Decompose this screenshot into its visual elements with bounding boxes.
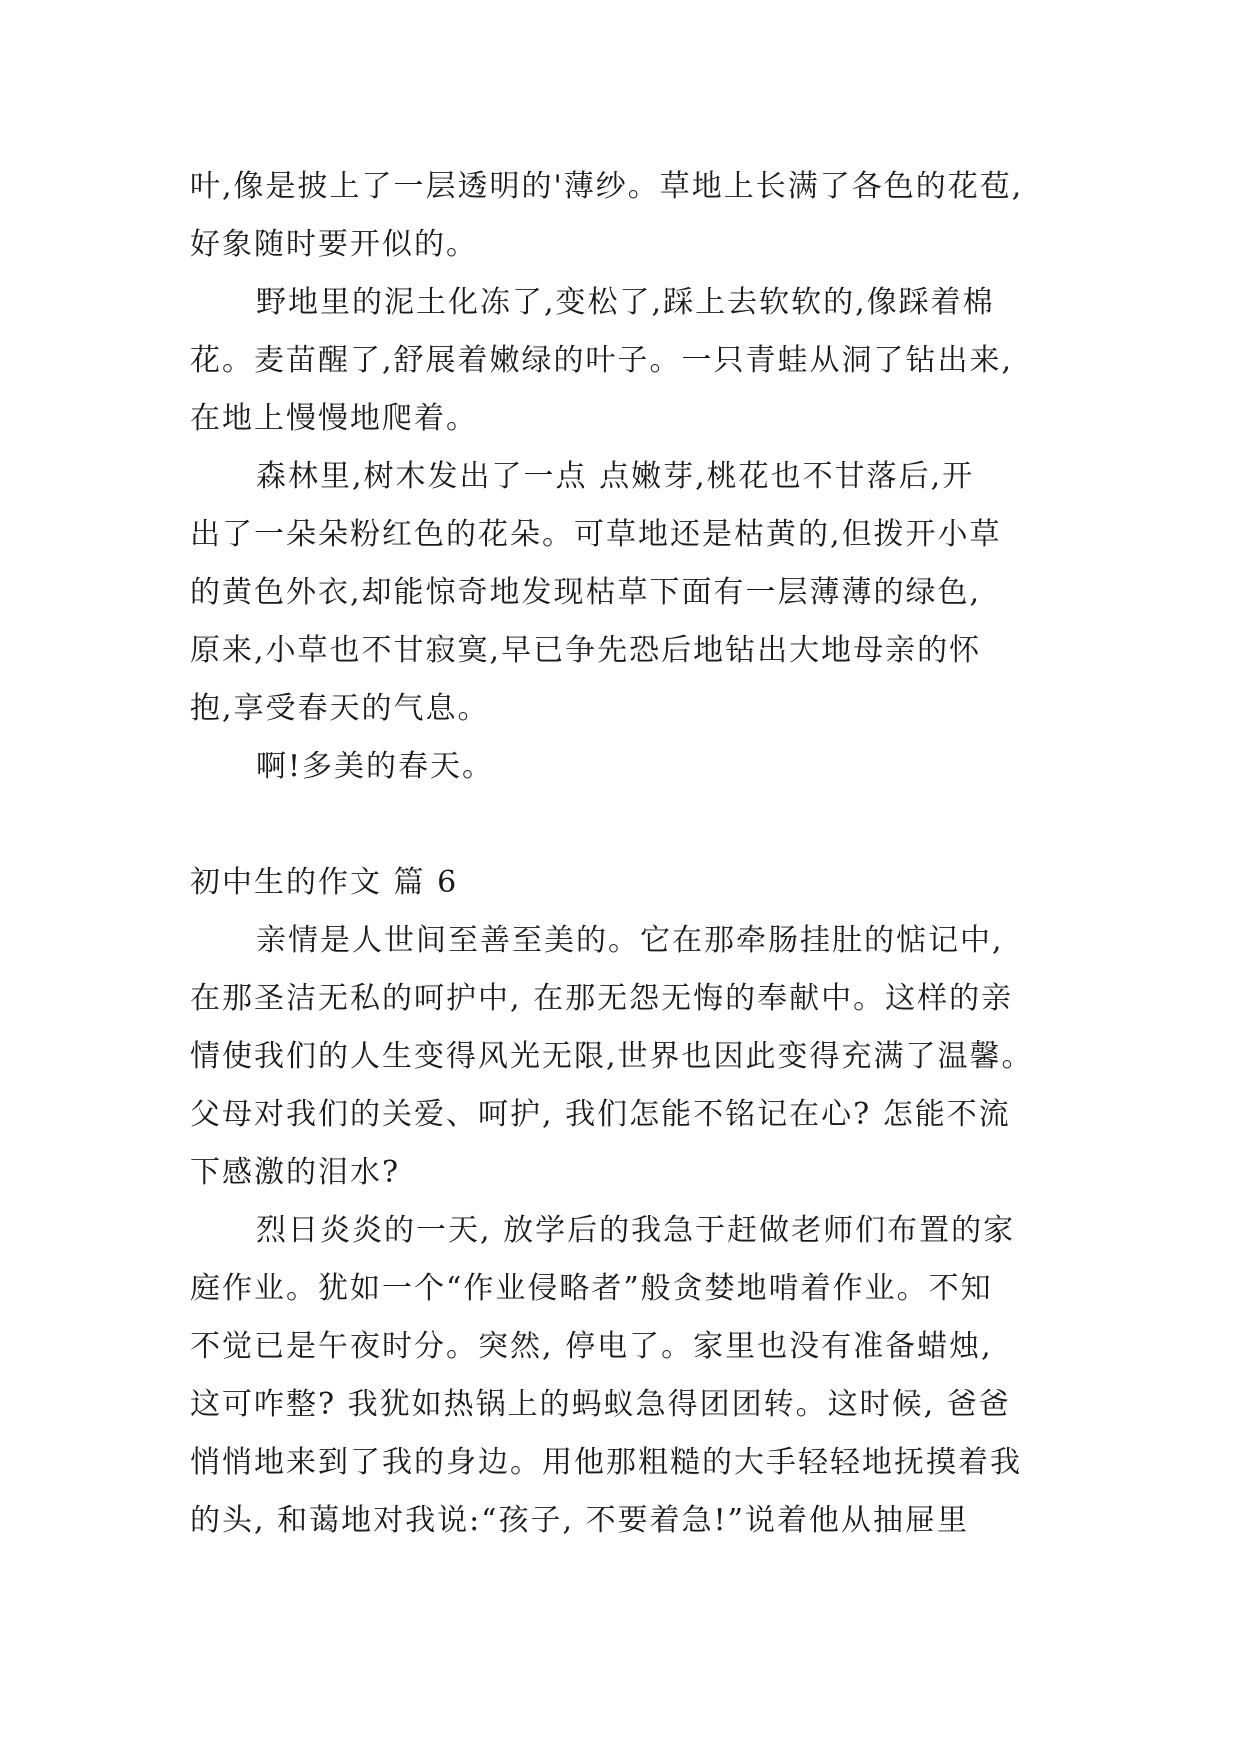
text-line: 好象随时要开似的。 (190, 227, 478, 262)
text-line: 花。麦苗醒了,舒展着嫩绿的叶子。一只青蛙从洞了钻出来, (190, 343, 1014, 378)
text-line: 抱,享受春天的气息。 (190, 691, 490, 726)
text-line: 的头, 和蔼地对我说:“孩子, 不要着急!”说着他从抽屉里 (190, 1503, 969, 1538)
text-line: 啊!多美的春天。 (256, 749, 495, 784)
text-line: 下感激的泪水? (190, 1155, 401, 1190)
text-line: 情使我们的人生变得风光无限,世界也因此变得充满了温馨。 (190, 1039, 1034, 1074)
text-line: 原来,小草也不甘寂寞,早已争先恐后地钻出大地母亲的怀 (190, 633, 982, 668)
text-line: 在地上慢慢地爬着。 (190, 401, 478, 436)
text-line: 野地里的泥土化冻了,变松了,踩上去软软的,像踩着棉 (256, 285, 995, 320)
text-line: 悄悄地来到了我的身边。用他那粗糙的大手轻轻地抚摸着我 (190, 1445, 1022, 1480)
section-gap (190, 796, 1060, 854)
text-line: 不觉已是午夜时分。突然, 停电了。家里也没有准备蜡烛, (190, 1329, 993, 1364)
text-line: 庭作业。犹如一个“作业侵略者”般贪婪地啃着作业。不知 (190, 1271, 993, 1306)
text-line: 叶,像是披上了一层透明的'薄纱。草地上长满了各色的花苞, (190, 169, 1024, 204)
text-line: 烈日炎炎的一天, 放学后的我急于赶做老师们布置的家 (256, 1213, 1016, 1248)
text-line: 这可咋整? 我犹如热锅上的蚂蚁急得团团转。这时候, 爸爸 (190, 1387, 1011, 1422)
text-line: 的黄色外衣,却能惊奇地发现枯草下面有一层薄薄的绿色, (190, 575, 982, 610)
text-line: 森林里,树木发出了一点 点嫩芽,桃花也不甘落后,开 (256, 459, 975, 494)
text-line: 父母对我们的关爱、呵护, 我们怎能不铭记在心? 怎能不流 (190, 1097, 1011, 1132)
document-page (190, 158, 1060, 1550)
text-line: 在那圣洁无私的呵护中, 在那无怨无悔的奉献中。这样的亲 (190, 981, 1014, 1016)
text-line: 出了一朵朵粉红色的花朵。可草地还是枯黄的,但拨开小草 (190, 517, 1002, 552)
text-line: 亲情是人世间至善至美的。它在那牵肠挂肚的惦记中, (256, 923, 1004, 958)
section-title: 初中生的作文 篇 6 (190, 865, 459, 900)
